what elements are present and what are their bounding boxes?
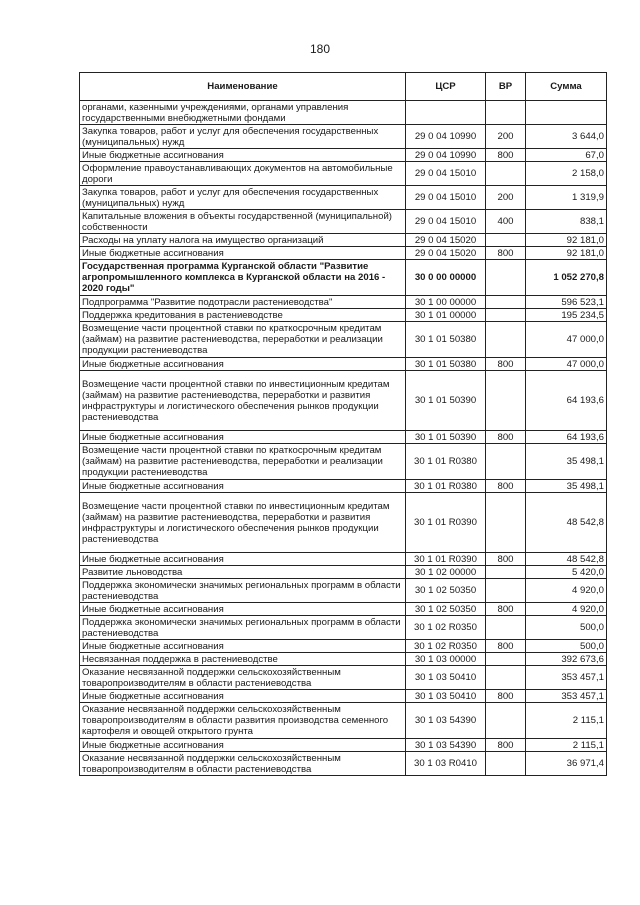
row-vr-cell xyxy=(486,371,526,431)
row-name-cell: Иные бюджетные ассигнования xyxy=(80,739,406,752)
row-vr-cell: 800 xyxy=(486,149,526,162)
page-number: 180 xyxy=(309,42,331,56)
row-csr-cell: 29 0 04 15020 xyxy=(406,234,486,247)
row-sum-cell: 35 498,1 xyxy=(526,480,607,493)
table-row xyxy=(80,247,607,260)
row-csr-cell: 30 1 01 R0390 xyxy=(406,553,486,566)
table-row xyxy=(80,260,607,296)
row-csr-cell: 30 1 02 50350 xyxy=(406,603,486,616)
row-name-cell: Развитие льноводства xyxy=(80,566,406,579)
table-row xyxy=(80,703,607,739)
row-vr-cell: 400 xyxy=(486,210,526,234)
row-vr-cell xyxy=(486,566,526,579)
row-csr-cell: 30 1 02 00000 xyxy=(406,566,486,579)
row-csr-cell: 30 1 02 R0350 xyxy=(406,640,486,653)
row-csr-cell: 30 1 01 R0390 xyxy=(406,493,486,553)
row-sum-cell: 2 115,1 xyxy=(526,703,607,739)
row-sum-cell: 92 181,0 xyxy=(526,234,607,247)
table-row xyxy=(80,309,607,322)
row-vr-cell xyxy=(486,653,526,666)
row-sum-cell: 36 971,4 xyxy=(526,752,607,776)
row-vr-cell xyxy=(486,296,526,309)
row-csr-cell: 30 1 03 R0410 xyxy=(406,752,486,776)
row-name-cell: Иные бюджетные ассигнования xyxy=(80,690,406,703)
row-name-cell: Иные бюджетные ассигнования xyxy=(80,553,406,566)
row-csr-cell: 29 0 04 15010 xyxy=(406,186,486,210)
row-sum-cell: 500,0 xyxy=(526,616,607,640)
row-name-cell: Иные бюджетные ассигнования xyxy=(80,247,406,260)
table-row xyxy=(80,371,607,431)
table-row xyxy=(80,358,607,371)
row-sum-cell: 5 420,0 xyxy=(526,566,607,579)
row-vr-cell xyxy=(486,162,526,186)
row-name-cell: Возмещение части процентной ставки по краткосрочным кредитам (займам) на развитие растениеводства, переработки и реализации продукции растениеводства xyxy=(80,444,406,480)
table-row xyxy=(80,480,607,493)
row-vr-cell xyxy=(486,703,526,739)
table-row xyxy=(80,234,607,247)
row-csr-cell: 30 1 03 50410 xyxy=(406,690,486,703)
row-csr-cell: 30 1 03 00000 xyxy=(406,653,486,666)
row-name-cell: Иные бюджетные ассигнования xyxy=(80,149,406,162)
row-csr-cell: 29 0 04 15010 xyxy=(406,162,486,186)
row-sum-cell: 500,0 xyxy=(526,640,607,653)
header-sum: Сумма xyxy=(526,73,607,101)
row-vr-cell xyxy=(486,322,526,358)
row-vr-cell xyxy=(486,309,526,322)
row-csr-cell xyxy=(406,101,486,125)
row-name-cell: Оказание несвязанной поддержки сельскохозяйственным товаропроизводителям в области развития производства семенного картофеля и овощей открытого грунта xyxy=(80,703,406,739)
row-name-cell: Поддержка экономически значимых региональных программ в области растениеводства xyxy=(80,616,406,640)
row-vr-cell xyxy=(486,444,526,480)
row-vr-cell: 200 xyxy=(486,125,526,149)
row-sum-cell: 92 181,0 xyxy=(526,247,607,260)
row-vr-cell: 800 xyxy=(486,553,526,566)
row-name-cell: Поддержка экономически значимых региональных программ в области растениеводства xyxy=(80,579,406,603)
row-csr-cell: 30 1 01 50380 xyxy=(406,322,486,358)
row-sum-cell: 47 000,0 xyxy=(526,358,607,371)
table-row xyxy=(80,616,607,640)
row-sum-cell: 2 115,1 xyxy=(526,739,607,752)
row-vr-cell: 800 xyxy=(486,603,526,616)
row-name-cell: Закупка товаров, работ и услуг для обеспечения государственных (муниципальных) нужд xyxy=(80,186,406,210)
row-name-cell: Иные бюджетные ассигнования xyxy=(80,640,406,653)
table-row xyxy=(80,640,607,653)
row-sum-cell: 2 158,0 xyxy=(526,162,607,186)
row-vr-cell xyxy=(486,260,526,296)
row-vr-cell: 800 xyxy=(486,739,526,752)
header-vr: ВР xyxy=(486,73,526,101)
row-csr-cell: 29 0 04 15020 xyxy=(406,247,486,260)
row-name-cell: Оформление правоустанавливающих документов на автомобильные дороги xyxy=(80,162,406,186)
row-csr-cell: 30 1 01 50390 xyxy=(406,371,486,431)
row-vr-cell xyxy=(486,101,526,125)
row-name-cell: Возмещение части процентной ставки по краткосрочным кредитам (займам) на развитие растениеводства, переработки и реализации продукции растениеводства xyxy=(80,322,406,358)
row-name-cell: Подпрограмма "Развитие подотрасли растениеводства" xyxy=(80,296,406,309)
row-csr-cell: 30 0 00 00000 xyxy=(406,260,486,296)
row-sum-cell: 838,1 xyxy=(526,210,607,234)
row-sum-cell: 64 193,6 xyxy=(526,431,607,444)
table-row xyxy=(80,653,607,666)
row-name-cell: Возмещение части процентной ставки по инвестиционным кредитам (займам) на развитие растениеводства, переработки и развития инфраструктуры и логистического обеспечения рынков продукции растениеводства xyxy=(80,371,406,431)
table-row xyxy=(80,752,607,776)
row-vr-cell xyxy=(486,616,526,640)
table-row xyxy=(80,579,607,603)
row-name-cell: Иные бюджетные ассигнования xyxy=(80,431,406,444)
table-row xyxy=(80,125,607,149)
row-csr-cell: 30 1 01 50390 xyxy=(406,431,486,444)
row-vr-cell: 800 xyxy=(486,480,526,493)
row-sum-cell: 353 457,1 xyxy=(526,690,607,703)
row-name-cell: Поддержка кредитования в растениеводстве xyxy=(80,309,406,322)
row-sum-cell: 1 319,9 xyxy=(526,186,607,210)
table-row xyxy=(80,162,607,186)
table-row xyxy=(80,493,607,553)
row-csr-cell: 29 0 04 10990 xyxy=(406,149,486,162)
row-vr-cell xyxy=(486,234,526,247)
header-name: Наименование xyxy=(80,73,406,101)
row-name-cell: Закупка товаров, работ и услуг для обеспечения государственных (муниципальных) нужд xyxy=(80,125,406,149)
row-sum-cell: 35 498,1 xyxy=(526,444,607,480)
row-csr-cell: 30 1 01 R0380 xyxy=(406,444,486,480)
table-header-row xyxy=(80,73,607,101)
budget-table xyxy=(79,72,607,776)
row-name-cell: Иные бюджетные ассигнования xyxy=(80,480,406,493)
row-csr-cell: 30 1 01 00000 xyxy=(406,309,486,322)
row-csr-cell: 30 1 01 50380 xyxy=(406,358,486,371)
table-row xyxy=(80,322,607,358)
row-vr-cell: 800 xyxy=(486,431,526,444)
table-body xyxy=(80,101,607,776)
row-csr-cell: 30 1 02 R0350 xyxy=(406,616,486,640)
table-row xyxy=(80,566,607,579)
row-sum-cell: 67,0 xyxy=(526,149,607,162)
row-name-cell: Оказание несвязанной поддержки сельскохозяйственным товаропроизводителям в области растениеводства xyxy=(80,666,406,690)
row-sum-cell: 48 542,8 xyxy=(526,553,607,566)
row-csr-cell: 29 0 04 15010 xyxy=(406,210,486,234)
row-sum-cell xyxy=(526,101,607,125)
row-vr-cell: 800 xyxy=(486,358,526,371)
table-row xyxy=(80,666,607,690)
row-csr-cell: 30 1 02 50350 xyxy=(406,579,486,603)
row-csr-cell: 30 1 03 54390 xyxy=(406,739,486,752)
row-sum-cell: 64 193,6 xyxy=(526,371,607,431)
row-sum-cell: 392 673,6 xyxy=(526,653,607,666)
row-vr-cell: 800 xyxy=(486,247,526,260)
row-vr-cell xyxy=(486,579,526,603)
row-name-cell: Оказание несвязанной поддержки сельскохозяйственным товаропроизводителям в области растениеводства xyxy=(80,752,406,776)
row-name-cell: Несвязанная поддержка в растениеводстве xyxy=(80,653,406,666)
row-csr-cell: 30 1 03 54390 xyxy=(406,703,486,739)
table-row xyxy=(80,553,607,566)
table-row xyxy=(80,186,607,210)
row-csr-cell: 30 1 01 R0380 xyxy=(406,480,486,493)
row-sum-cell: 1 052 270,8 xyxy=(526,260,607,296)
table-row xyxy=(80,296,607,309)
row-csr-cell: 30 1 00 00000 xyxy=(406,296,486,309)
table-row xyxy=(80,603,607,616)
row-sum-cell: 47 000,0 xyxy=(526,322,607,358)
table-row xyxy=(80,739,607,752)
row-sum-cell: 4 920,0 xyxy=(526,579,607,603)
table-row xyxy=(80,101,607,125)
row-csr-cell: 29 0 04 10990 xyxy=(406,125,486,149)
row-name-cell: Расходы на уплату налога на имущество организаций xyxy=(80,234,406,247)
row-sum-cell: 48 542,8 xyxy=(526,493,607,553)
row-sum-cell: 3 644,0 xyxy=(526,125,607,149)
row-sum-cell: 4 920,0 xyxy=(526,603,607,616)
row-vr-cell xyxy=(486,493,526,553)
row-vr-cell xyxy=(486,752,526,776)
table-row xyxy=(80,690,607,703)
row-vr-cell: 800 xyxy=(486,640,526,653)
row-sum-cell: 596 523,1 xyxy=(526,296,607,309)
table-row xyxy=(80,431,607,444)
row-sum-cell: 195 234,5 xyxy=(526,309,607,322)
table-row xyxy=(80,444,607,480)
row-name-cell: Капитальные вложения в объекты государственной (муниципальной) собственности xyxy=(80,210,406,234)
row-name-cell: Государственная программа Курганской области "Развитие агропромышленного комплекса в Курганской области на 2016 - 2020 годы" xyxy=(80,260,406,296)
header-csr: ЦСР xyxy=(406,73,486,101)
row-name-cell: Иные бюджетные ассигнования xyxy=(80,603,406,616)
row-vr-cell: 200 xyxy=(486,186,526,210)
row-sum-cell: 353 457,1 xyxy=(526,666,607,690)
table-row xyxy=(80,149,607,162)
row-name-cell: Возмещение части процентной ставки по инвестиционным кредитам (займам) на развитие растениеводства, переработки и развития инфраструктуры и логистического обеспечения рынков продукции растениеводства xyxy=(80,493,406,553)
table-row xyxy=(80,210,607,234)
row-name-cell: Иные бюджетные ассигнования xyxy=(80,358,406,371)
row-name-cell: органами, казенными учреждениями, органами управления государственными внебюджетными фондами xyxy=(80,101,406,125)
row-vr-cell xyxy=(486,666,526,690)
row-vr-cell: 800 xyxy=(486,690,526,703)
row-csr-cell: 30 1 03 50410 xyxy=(406,666,486,690)
